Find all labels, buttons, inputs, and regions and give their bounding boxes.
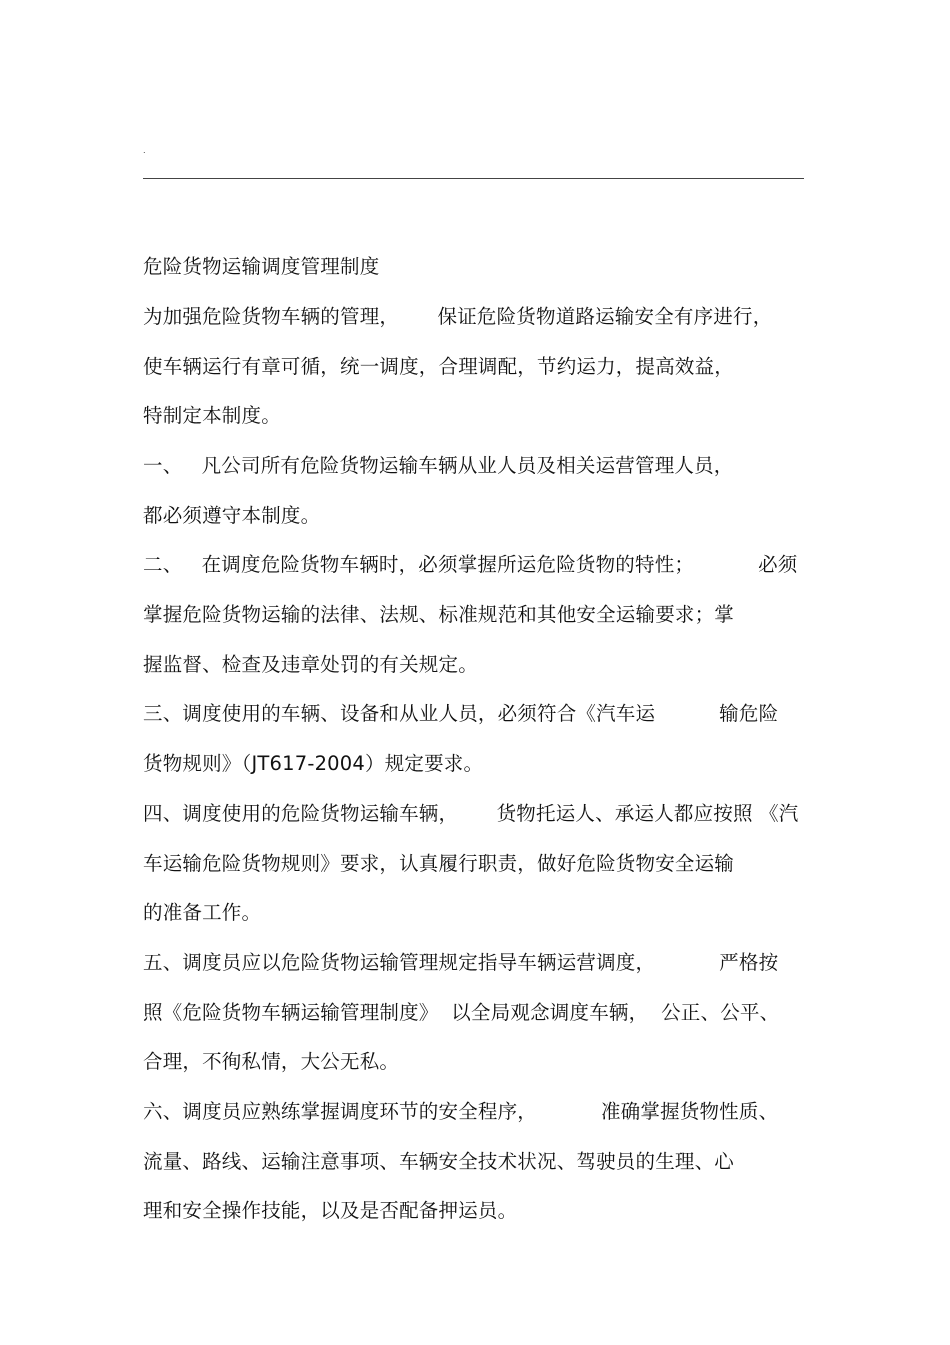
text-line: 五、调度员应以危险货物运输管理规定指导车辆运营调度， 严格按 [143,951,779,974]
text-line: 理和安全操作技能，以及是否配备押运员。 [143,1199,518,1222]
text-line: 一、 凡公司所有危险货物运输车辆从业人员及相关运营管理人员， [143,454,734,477]
text-line: 握监督、检查及违章处罚的有关规定。 [143,653,478,676]
text-line: 四、调度使用的危险货物运输车辆， 货物托运人、承运人都应按照 《汽 [143,802,799,825]
text-line: 都必须遵守本制度。 [143,504,321,527]
text-line: 特制定本制度。 [143,404,281,427]
header-marker: . [143,146,146,155]
text-line: 使车辆运行有章可循，统一调度，合理调配，节约运力，提高效益， [143,355,735,378]
text-line: 车运输危险货物规则》要求，认真履行职责，做好危险货物安全运输 [143,852,735,875]
text-line: 为加强危险货物车辆的管理， 保证危险货物道路运输安全有序进行， [143,305,773,328]
text-line: 二、 在调度危险货物车辆时，必须掌握所运危险货物的特性； 必须 [143,553,798,576]
text-line: 货物规则》（JT617-2004）规定要求。 [143,752,484,775]
text-line: 的准备工作。 [143,901,262,924]
text-line: 六、调度员应熟练掌握调度环节的安全程序， 准确掌握货物性质、 [143,1100,779,1123]
text-line: 流量、路线、运输注意事项、车辆安全技术状况、驾驶员的生理、心 [143,1150,735,1173]
document-title: 危险货物运输调度管理制度 [143,255,380,278]
text-line: 掌握危险货物运输的法律、法规、标准规范和其他安全运输要求；掌 [143,603,735,626]
text-line: 三、调度使用的车辆、设备和从业人员，必须符合《汽车运 输危险 [143,702,779,725]
header-divider [143,178,804,179]
text-line: 合理，不徇私情，大公无私。 [143,1050,400,1073]
text-line: 照《危险货物车辆运输管理制度》 以全局观念调度车辆， 公正、公平、 [143,1001,780,1024]
